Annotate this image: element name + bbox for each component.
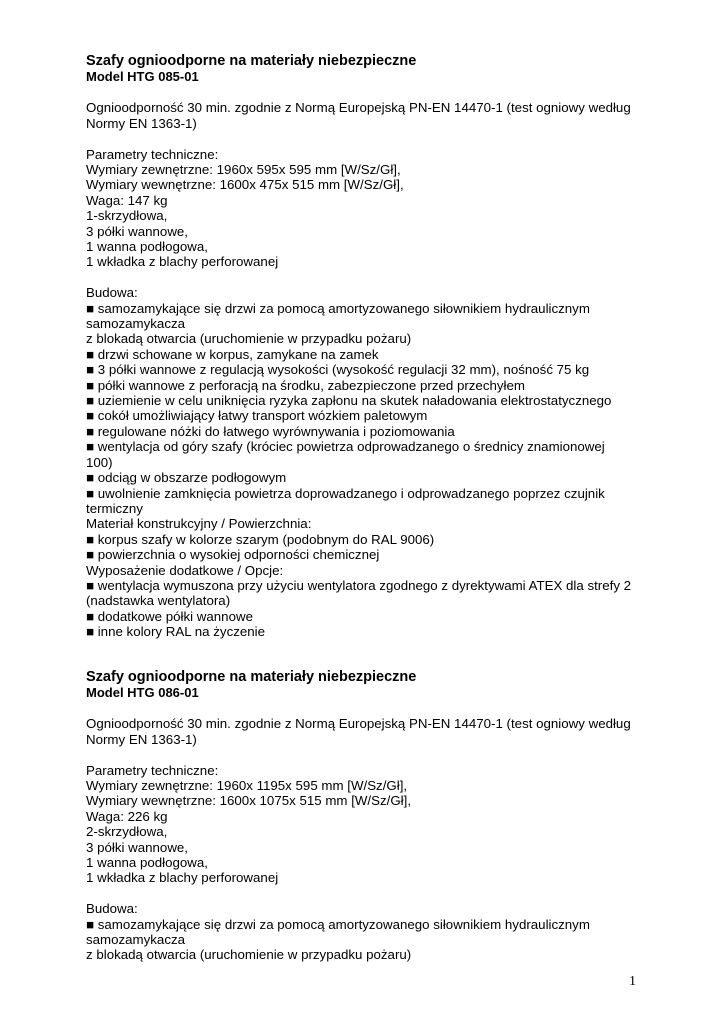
fire-resistance-line: Ognioodporność 30 min. zgodnie z Normą Europejską PN-EN 14470-1 (test ogniowy według bbox=[86, 716, 631, 732]
budowa-line: ■ drzwi schowane w korpus, zamykane na zamek bbox=[86, 346, 379, 362]
budowa-line: ■ regulowane nóżki do łatwego wyrównywania i poziomowania bbox=[86, 423, 455, 439]
paragraph-spacer bbox=[86, 747, 686, 762]
budowa-line: ■ odciąg w obszarze podłogowym bbox=[86, 470, 287, 486]
params-heading: Parametry techniczne: bbox=[86, 762, 219, 778]
product-section-htg-086-01 bbox=[86, 669, 686, 963]
budowa-line: ■ samozamykające się drzwi za pomocą amortyzowanego siłownikiem hydraulicznym bbox=[86, 300, 590, 316]
product-section-htg-085-01 bbox=[86, 53, 686, 640]
budowa-line: ■ 3 półki wannowe z regulacją wysokości (wysokość regulacji 32 mm), nośność 75 kg bbox=[86, 362, 590, 378]
param-line: Wymiary zewnętrzne: 1960x 595x 595 mm [W/Sz/Gł], bbox=[86, 162, 401, 177]
budowa-line: ■ powierzchnia o wysokiej odporności chemicznej bbox=[86, 547, 380, 563]
budowa-line: Materiał konstrukcyjny / Powierzchnia: bbox=[86, 516, 312, 532]
budowa-line: Wyposażenie dodatkowe / Opcje: bbox=[86, 562, 284, 578]
section-title: Szafy ognioodporne na materiały niebezpieczne bbox=[86, 53, 417, 69]
param-line: 1 wkładka z blachy perforowanej bbox=[86, 870, 279, 886]
paragraph-spacer bbox=[86, 270, 686, 285]
budowa-line: ■ dodatkowe półki wannowe bbox=[86, 608, 253, 624]
page-number: 1 bbox=[629, 974, 636, 989]
model-name: Model HTG 085-01 bbox=[86, 69, 199, 84]
params-heading: Parametry techniczne: bbox=[86, 146, 219, 162]
budowa-line: z blokadą otwarcia (uruchomienie w przypadku pożaru) bbox=[86, 331, 412, 347]
fire-resistance-line: Normy EN 1363-1) bbox=[86, 115, 197, 131]
budowa-line: ■ uwolnienie zamknięcia powietrza doprowadzanego i odprowadzanego poprzez czujnik bbox=[86, 485, 605, 501]
budowa-line: ■ półki wannowe z perforacją na środku, zabezpieczone przed przechyłem bbox=[86, 377, 525, 393]
fire-resistance-line: Normy EN 1363-1) bbox=[86, 731, 197, 747]
budowa-line: termiczny bbox=[86, 500, 143, 516]
budowa-heading: Budowa: bbox=[86, 285, 138, 301]
paragraph-spacer bbox=[86, 131, 686, 146]
fire-resistance-line: Ognioodporność 30 min. zgodnie z Normą Europejską PN-EN 14470-1 (test ogniowy według bbox=[86, 100, 631, 116]
param-line: 3 półki wannowe, bbox=[86, 223, 189, 239]
param-line: 3 półki wannowe, bbox=[86, 839, 189, 855]
budowa-line: ■ samozamykające się drzwi za pomocą amortyzowanego siłownikiem hydraulicznym bbox=[86, 916, 590, 932]
param-line: Wymiary wewnętrzne: 1600x 475x 515 mm [W/Sz/Gł], bbox=[86, 177, 404, 193]
param-line: 2-skrzydłowa, bbox=[86, 824, 168, 840]
budowa-line: samozamykacza bbox=[86, 932, 186, 948]
budowa-line: ■ inne kolory RAL na życzenie bbox=[86, 624, 266, 640]
budowa-line: ■ uziemienie w celu uniknięcia ryzyka zapłonu na skutek naładowania elektrostatycznego bbox=[86, 393, 612, 409]
paragraph-spacer bbox=[86, 85, 686, 100]
budowa-line: 100) bbox=[86, 454, 113, 470]
budowa-line: ■ korpus szafy w kolorze szarym (podobnym do RAL 9006) bbox=[86, 531, 435, 547]
budowa-line: (nadstawka wentylatora) bbox=[86, 593, 231, 609]
budowa-line: ■ wentylacja od góry szafy (króciec powietrza odprowadzanego o średnicy znamionowej bbox=[86, 439, 605, 455]
budowa-line: z blokadą otwarcia (uruchomienie w przypadku pożaru) bbox=[86, 947, 412, 963]
budowa-line: ■ cokół umożliwiający łatwy transport wózkiem paletowym bbox=[86, 408, 428, 424]
param-line: 1 wanna podłogowa, bbox=[86, 855, 208, 871]
model-name: Model HTG 086-01 bbox=[86, 685, 199, 700]
budowa-line: samozamykacza bbox=[86, 316, 186, 332]
param-line: Waga: 226 kg bbox=[86, 808, 168, 824]
param-line: 1 wkładka z blachy perforowanej bbox=[86, 254, 279, 270]
section-title: Szafy ognioodporne na materiały niebezpieczne bbox=[86, 669, 417, 685]
paragraph-spacer bbox=[86, 701, 686, 716]
param-line: Waga: 147 kg bbox=[86, 192, 168, 208]
paragraph-spacer bbox=[86, 886, 686, 901]
param-line: Wymiary zewnętrzne: 1960x 1195x 595 mm [W/Sz/Gł], bbox=[86, 778, 408, 793]
param-line: Wymiary wewnętrzne: 1600x 1075x 515 mm [W/Sz/Gł], bbox=[86, 793, 412, 809]
budowa-line: ■ wentylacja wymuszona przy użyciu wentylatora zgodnego z dyrektywami ATEX dla strefy 2 bbox=[86, 577, 632, 593]
param-line: 1 wanna podłogowa, bbox=[86, 239, 208, 255]
param-line: 1-skrzydłowa, bbox=[86, 208, 168, 224]
budowa-heading: Budowa: bbox=[86, 901, 138, 917]
